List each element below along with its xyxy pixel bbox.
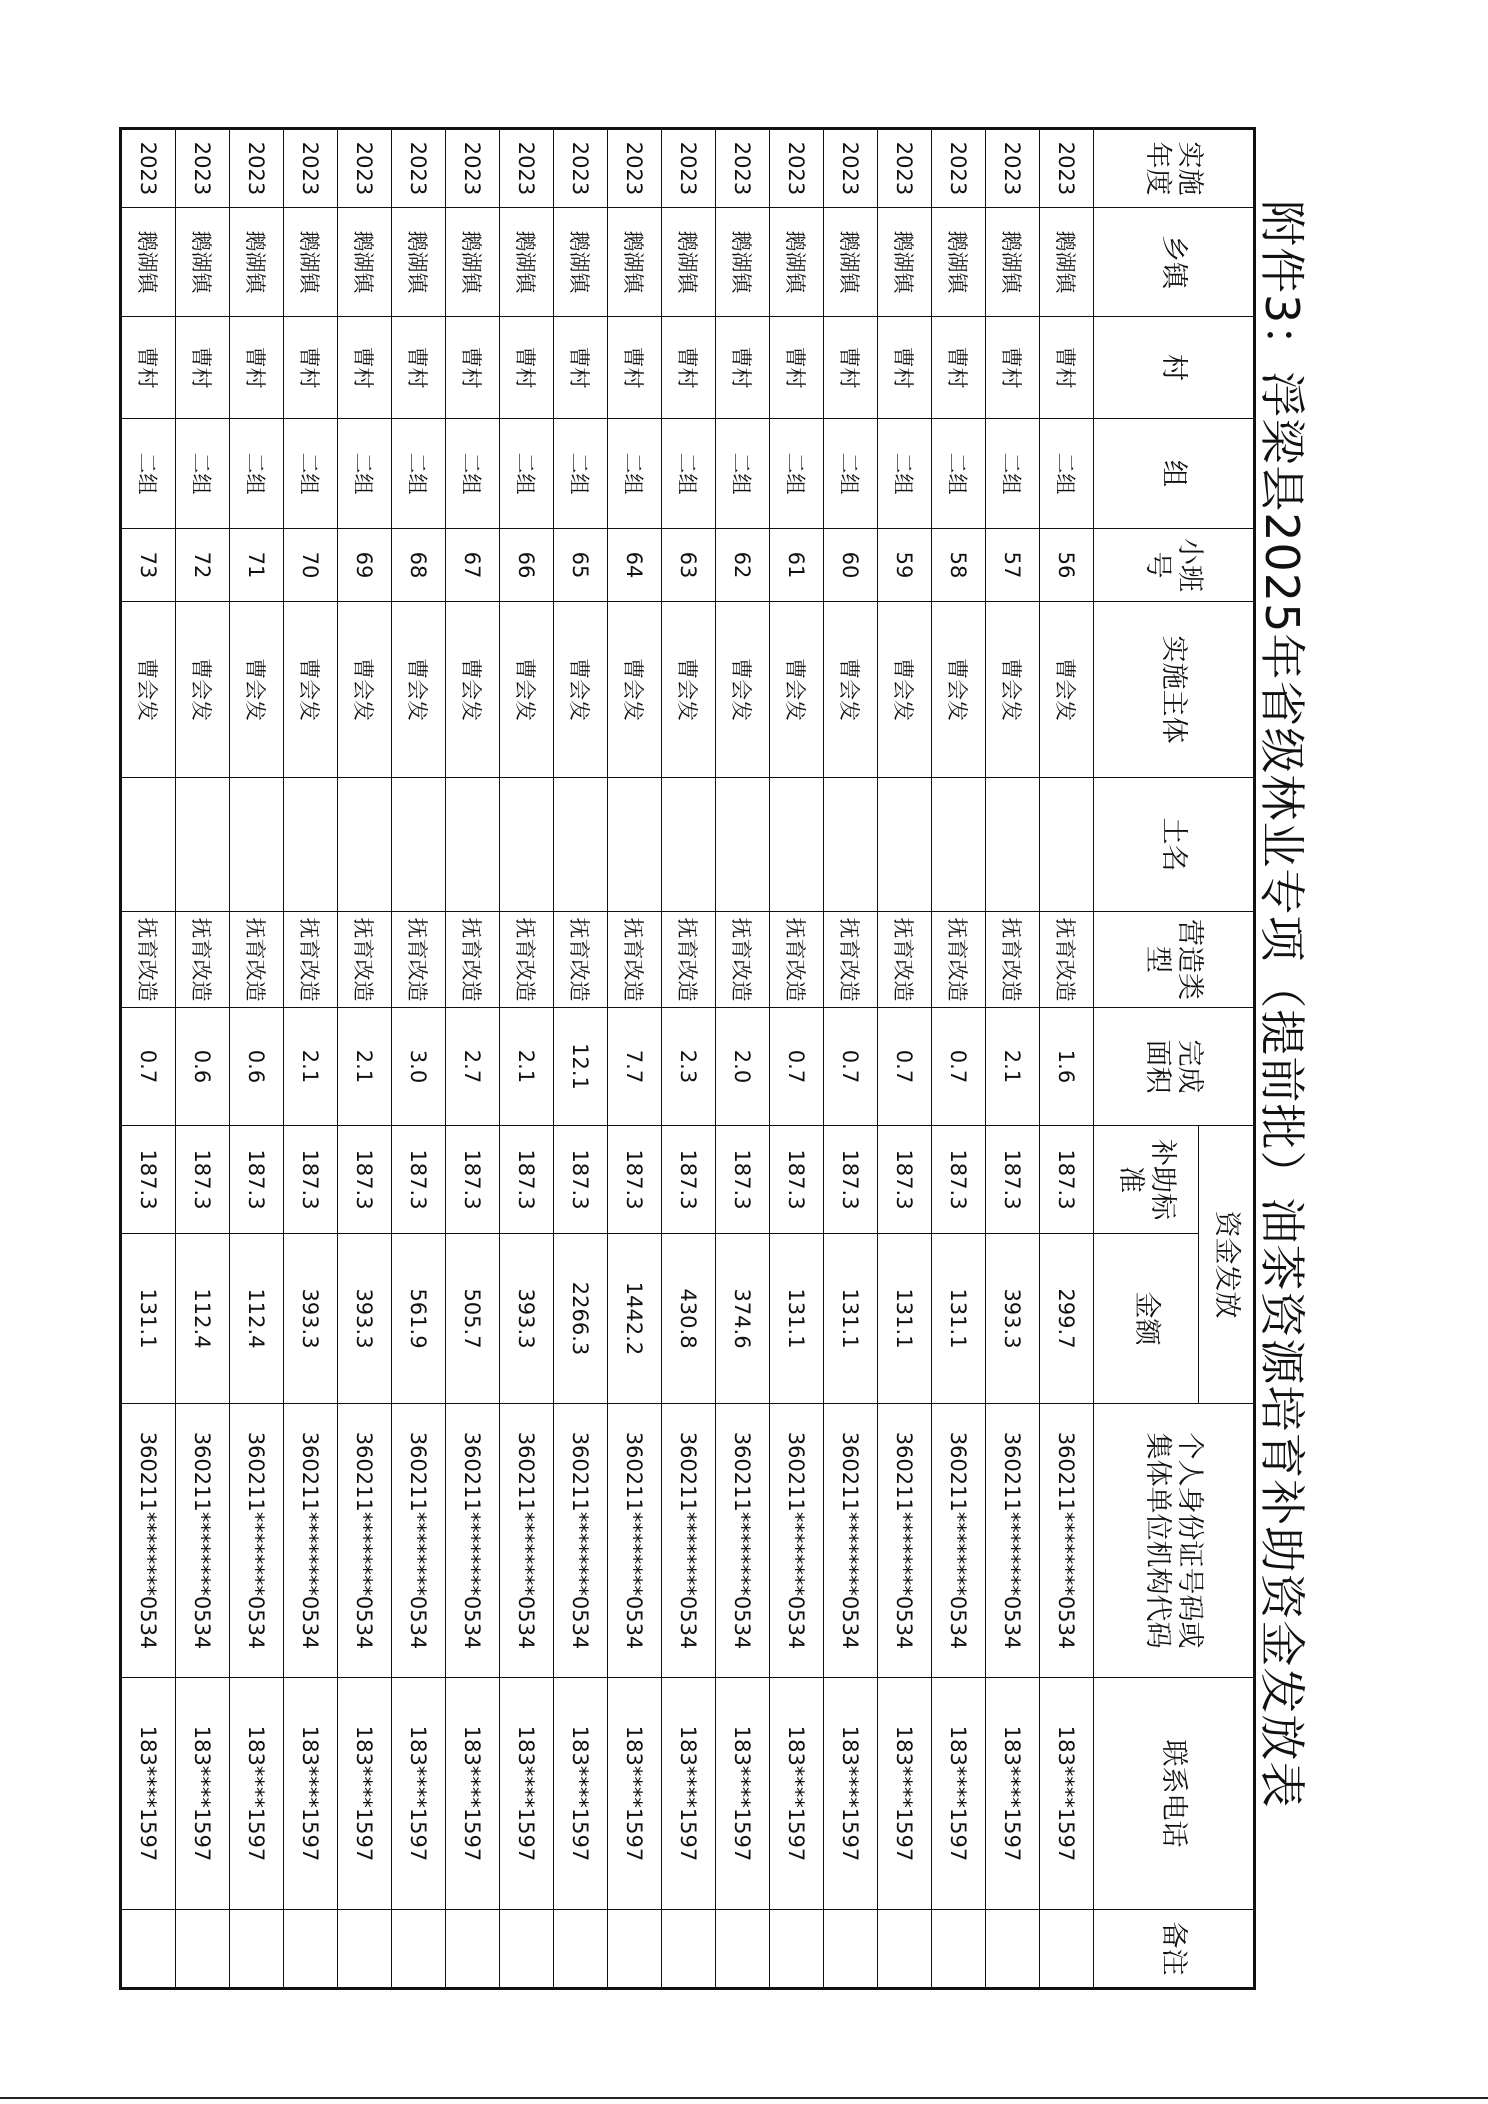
- cell-phone: 183****1597: [878, 1678, 932, 1910]
- table-body: [121, 129, 1094, 1989]
- cell-place: [986, 778, 1040, 912]
- cell-id: 360211********0534: [608, 1404, 662, 1678]
- cell-phone: 183****1597: [824, 1678, 878, 1910]
- cell-area: 0.6: [230, 1008, 284, 1126]
- header-subject: 实施主体: [1094, 602, 1255, 778]
- cell-township: 鹅湖镇: [716, 208, 770, 317]
- cell-note: [716, 1910, 770, 1989]
- cell-parcel: 69: [338, 529, 392, 602]
- cell-year: 2023: [230, 129, 284, 208]
- cell-township: 鹅湖镇: [176, 208, 230, 317]
- cell-township: 鹅湖镇: [986, 208, 1040, 317]
- cell-year: 2023: [716, 129, 770, 208]
- cell-place: [446, 778, 500, 912]
- cell-id: 360211********0534: [392, 1404, 446, 1678]
- header-standard: 补助标 准: [1094, 1126, 1199, 1234]
- cell-area: 2.3: [662, 1008, 716, 1126]
- cell-parcel: 60: [824, 529, 878, 602]
- cell-year: 2023: [284, 129, 338, 208]
- cell-village: 曹村: [1040, 317, 1094, 419]
- cell-group: 二组: [176, 419, 230, 529]
- cell-year: 2023: [1040, 129, 1094, 208]
- cell-standard: 187.3: [230, 1126, 284, 1234]
- cell-township: 鹅湖镇: [932, 208, 986, 317]
- cell-township: 鹅湖镇: [770, 208, 824, 317]
- cell-group: 二组: [662, 419, 716, 529]
- table-row: [554, 129, 608, 1989]
- cell-place: [500, 778, 554, 912]
- cell-phone: 183****1597: [770, 1678, 824, 1910]
- cell-township: 鹅湖镇: [446, 208, 500, 317]
- cell-group: 二组: [986, 419, 1040, 529]
- cell-place: [608, 778, 662, 912]
- cell-type: 抚育改造: [932, 912, 986, 1008]
- cell-amount: 374.6: [716, 1234, 770, 1404]
- cell-year: 2023: [932, 129, 986, 208]
- cell-village: 曹村: [500, 317, 554, 419]
- cell-subject: 曹会发: [716, 602, 770, 778]
- cell-note: [338, 1910, 392, 1989]
- cell-year: 2023: [392, 129, 446, 208]
- cell-township: 鹅湖镇: [230, 208, 284, 317]
- cell-standard: 187.3: [770, 1126, 824, 1234]
- cell-place: [121, 778, 176, 912]
- cell-amount: 131.1: [770, 1234, 824, 1404]
- cell-township: 鹅湖镇: [824, 208, 878, 317]
- cell-area: 0.7: [121, 1008, 176, 1126]
- cell-subject: 曹会发: [662, 602, 716, 778]
- cell-subject: 曹会发: [608, 602, 662, 778]
- cell-amount: 112.4: [176, 1234, 230, 1404]
- cell-place: [662, 778, 716, 912]
- header-phone: 联系电话: [1094, 1678, 1255, 1910]
- cell-place: [716, 778, 770, 912]
- cell-note: [608, 1910, 662, 1989]
- cell-parcel: 70: [284, 529, 338, 602]
- table-row: [121, 129, 176, 1989]
- header-year: 实施 年度: [1094, 129, 1255, 208]
- cell-year: 2023: [824, 129, 878, 208]
- cell-note: [230, 1910, 284, 1989]
- cell-place: [932, 778, 986, 912]
- cell-township: 鹅湖镇: [121, 208, 176, 317]
- cell-group: 二组: [554, 419, 608, 529]
- cell-phone: 183****1597: [230, 1678, 284, 1910]
- cell-group: 二组: [932, 419, 986, 529]
- cell-township: 鹅湖镇: [554, 208, 608, 317]
- cell-subject: 曹会发: [446, 602, 500, 778]
- cell-parcel: 62: [716, 529, 770, 602]
- cell-year: 2023: [500, 129, 554, 208]
- cell-type: 抚育改造: [392, 912, 446, 1008]
- table-row: [716, 129, 770, 1989]
- cell-parcel: 63: [662, 529, 716, 602]
- table-row: [176, 129, 230, 1989]
- cell-year: 2023: [176, 129, 230, 208]
- cell-phone: 183****1597: [392, 1678, 446, 1910]
- cell-township: 鹅湖镇: [1040, 208, 1094, 317]
- cell-village: 曹村: [878, 317, 932, 419]
- cell-township: 鹅湖镇: [338, 208, 392, 317]
- cell-subject: 曹会发: [338, 602, 392, 778]
- table-row: [770, 129, 824, 1989]
- cell-group: 二组: [878, 419, 932, 529]
- cell-parcel: 61: [770, 529, 824, 602]
- cell-amount: 131.1: [824, 1234, 878, 1404]
- cell-id: 360211********0534: [500, 1404, 554, 1678]
- cell-place: [1040, 778, 1094, 912]
- cell-id: 360211********0534: [230, 1404, 284, 1678]
- cell-amount: 131.1: [878, 1234, 932, 1404]
- table-row: [284, 129, 338, 1989]
- cell-subject: 曹会发: [554, 602, 608, 778]
- table-row: [500, 129, 554, 1989]
- cell-type: 抚育改造: [1040, 912, 1094, 1008]
- cell-type: 抚育改造: [284, 912, 338, 1008]
- cell-area: 2.7: [446, 1008, 500, 1126]
- cell-id: 360211********0534: [284, 1404, 338, 1678]
- cell-township: 鹅湖镇: [608, 208, 662, 317]
- cell-group: 二组: [716, 419, 770, 529]
- table-row: [662, 129, 716, 1989]
- table-row: [1040, 129, 1094, 1989]
- header-area: 完成 面积: [1094, 1008, 1255, 1126]
- cell-place: [230, 778, 284, 912]
- cell-place: [554, 778, 608, 912]
- cell-type: 抚育改造: [500, 912, 554, 1008]
- cell-standard: 187.3: [878, 1126, 932, 1234]
- cell-village: 曹村: [392, 317, 446, 419]
- cell-phone: 183****1597: [608, 1678, 662, 1910]
- table-row: [446, 129, 500, 1989]
- cell-place: [338, 778, 392, 912]
- cell-phone: 183****1597: [121, 1678, 176, 1910]
- cell-subject: 曹会发: [878, 602, 932, 778]
- cell-standard: 187.3: [662, 1126, 716, 1234]
- cell-id: 360211********0534: [338, 1404, 392, 1678]
- cell-note: [932, 1910, 986, 1989]
- cell-village: 曹村: [824, 317, 878, 419]
- cell-type: 抚育改造: [770, 912, 824, 1008]
- cell-subject: 曹会发: [500, 602, 554, 778]
- cell-amount: 430.8: [662, 1234, 716, 1404]
- cell-phone: 183****1597: [284, 1678, 338, 1910]
- table-row: [230, 129, 284, 1989]
- cell-parcel: 65: [554, 529, 608, 602]
- cell-note: [392, 1910, 446, 1989]
- header-township: 乡镇: [1094, 208, 1255, 317]
- cell-standard: 187.3: [176, 1126, 230, 1234]
- header-parcel: 小班 号: [1094, 529, 1255, 602]
- cell-phone: 183****1597: [932, 1678, 986, 1910]
- cell-area: 0.7: [878, 1008, 932, 1126]
- cell-parcel: 72: [176, 529, 230, 602]
- cell-parcel: 73: [121, 529, 176, 602]
- cell-standard: 187.3: [284, 1126, 338, 1234]
- cell-note: [662, 1910, 716, 1989]
- table-row: [932, 129, 986, 1989]
- cell-id: 360211********0534: [770, 1404, 824, 1678]
- cell-township: 鹅湖镇: [500, 208, 554, 317]
- cell-standard: 187.3: [716, 1126, 770, 1234]
- table-row: [878, 129, 932, 1989]
- cell-group: 二组: [500, 419, 554, 529]
- cell-place: [392, 778, 446, 912]
- cell-standard: 187.3: [986, 1126, 1040, 1234]
- cell-amount: 131.1: [932, 1234, 986, 1404]
- subsidy-table: [119, 127, 1256, 1990]
- cell-year: 2023: [446, 129, 500, 208]
- cell-type: 抚育改造: [446, 912, 500, 1008]
- cell-village: 曹村: [176, 317, 230, 419]
- header-funding: 资金发放: [1199, 1126, 1255, 1404]
- cell-place: [824, 778, 878, 912]
- cell-village: 曹村: [121, 317, 176, 419]
- cell-phone: 183****1597: [500, 1678, 554, 1910]
- cell-id: 360211********0534: [878, 1404, 932, 1678]
- header-id: 个人身份证号码或 集体单位机构代码: [1094, 1404, 1255, 1678]
- cell-note: [121, 1910, 176, 1989]
- cell-village: 曹村: [932, 317, 986, 419]
- cell-subject: 曹会发: [392, 602, 446, 778]
- cell-note: [284, 1910, 338, 1989]
- cell-group: 二组: [230, 419, 284, 529]
- cell-area: 1.6: [1040, 1008, 1094, 1126]
- cell-township: 鹅湖镇: [662, 208, 716, 317]
- cell-subject: 曹会发: [176, 602, 230, 778]
- cell-id: 360211********0534: [824, 1404, 878, 1678]
- table-row: [824, 129, 878, 1989]
- cell-parcel: 66: [500, 529, 554, 602]
- cell-id: 360211********0534: [121, 1404, 176, 1678]
- cell-year: 2023: [338, 129, 392, 208]
- cell-village: 曹村: [662, 317, 716, 419]
- cell-parcel: 68: [392, 529, 446, 602]
- cell-amount: 112.4: [230, 1234, 284, 1404]
- cell-type: 抚育改造: [716, 912, 770, 1008]
- header-type: 营造类 型: [1094, 912, 1255, 1008]
- cell-year: 2023: [662, 129, 716, 208]
- cell-township: 鹅湖镇: [392, 208, 446, 317]
- cell-village: 曹村: [554, 317, 608, 419]
- cell-standard: 187.3: [121, 1126, 176, 1234]
- cell-type: 抚育改造: [662, 912, 716, 1008]
- cell-area: 2.1: [500, 1008, 554, 1126]
- cell-subject: 曹会发: [770, 602, 824, 778]
- cell-phone: 183****1597: [1040, 1678, 1094, 1910]
- cell-amount: 505.7: [446, 1234, 500, 1404]
- cell-subject: 曹会发: [230, 602, 284, 778]
- cell-place: [176, 778, 230, 912]
- cell-id: 360211********0534: [986, 1404, 1040, 1678]
- header-village: 村: [1094, 317, 1255, 419]
- cell-area: 0.7: [824, 1008, 878, 1126]
- cell-village: 曹村: [716, 317, 770, 419]
- cell-place: [284, 778, 338, 912]
- cell-id: 360211********0534: [1040, 1404, 1094, 1678]
- cell-village: 曹村: [608, 317, 662, 419]
- table-row: [392, 129, 446, 1989]
- cell-standard: 187.3: [932, 1126, 986, 1234]
- cell-area: 2.1: [986, 1008, 1040, 1126]
- cell-amount: 1442.2: [608, 1234, 662, 1404]
- cell-year: 2023: [986, 129, 1040, 208]
- cell-standard: 187.3: [824, 1126, 878, 1234]
- cell-note: [554, 1910, 608, 1989]
- header-group: 组: [1094, 419, 1255, 529]
- cell-note: [176, 1910, 230, 1989]
- cell-note: [770, 1910, 824, 1989]
- cell-year: 2023: [121, 129, 176, 208]
- cell-group: 二组: [284, 419, 338, 529]
- cell-standard: 187.3: [446, 1126, 500, 1234]
- page-edge-rule: [0, 2097, 1488, 2099]
- header-note: 备注: [1094, 1910, 1255, 1989]
- cell-subject: 曹会发: [1040, 602, 1094, 778]
- cell-amount: 299.7: [1040, 1234, 1094, 1404]
- cell-type: 抚育改造: [121, 912, 176, 1008]
- cell-id: 360211********0534: [554, 1404, 608, 1678]
- cell-type: 抚育改造: [608, 912, 662, 1008]
- cell-parcel: 64: [608, 529, 662, 602]
- cell-note: [446, 1910, 500, 1989]
- cell-phone: 183****1597: [716, 1678, 770, 1910]
- cell-group: 二组: [1040, 419, 1094, 529]
- cell-subject: 曹会发: [932, 602, 986, 778]
- cell-township: 鹅湖镇: [284, 208, 338, 317]
- cell-area: 12.1: [554, 1008, 608, 1126]
- cell-village: 曹村: [770, 317, 824, 419]
- cell-amount: 393.3: [284, 1234, 338, 1404]
- cell-village: 曹村: [338, 317, 392, 419]
- cell-standard: 187.3: [608, 1126, 662, 1234]
- cell-amount: 131.1: [121, 1234, 176, 1404]
- cell-area: 3.0: [392, 1008, 446, 1126]
- cell-id: 360211********0534: [176, 1404, 230, 1678]
- cell-amount: 393.3: [500, 1234, 554, 1404]
- cell-place: [770, 778, 824, 912]
- cell-amount: 2266.3: [554, 1234, 608, 1404]
- table-row: [338, 129, 392, 1989]
- cell-year: 2023: [770, 129, 824, 208]
- header-place: 土名: [1094, 778, 1255, 912]
- cell-id: 360211********0534: [662, 1404, 716, 1678]
- cell-village: 曹村: [986, 317, 1040, 419]
- cell-note: [1040, 1910, 1094, 1989]
- header-amount: 金额: [1094, 1234, 1199, 1404]
- cell-year: 2023: [878, 129, 932, 208]
- cell-amount: 561.9: [392, 1234, 446, 1404]
- cell-type: 抚育改造: [230, 912, 284, 1008]
- cell-type: 抚育改造: [176, 912, 230, 1008]
- document-title: 附件3：浮梁县2025年省级林业专项（提前批）油茶资源培育补助资金发放表: [1255, 200, 1309, 1809]
- cell-note: [500, 1910, 554, 1989]
- cell-note: [878, 1910, 932, 1989]
- cell-amount: 393.3: [338, 1234, 392, 1404]
- cell-group: 二组: [392, 419, 446, 529]
- cell-phone: 183****1597: [338, 1678, 392, 1910]
- cell-year: 2023: [554, 129, 608, 208]
- cell-note: [986, 1910, 1040, 1989]
- cell-phone: 183****1597: [554, 1678, 608, 1910]
- cell-standard: 187.3: [1040, 1126, 1094, 1234]
- cell-standard: 187.3: [338, 1126, 392, 1234]
- cell-parcel: 67: [446, 529, 500, 602]
- cell-parcel: 58: [932, 529, 986, 602]
- cell-area: 2.0: [716, 1008, 770, 1126]
- cell-area: 7.7: [608, 1008, 662, 1126]
- cell-parcel: 56: [1040, 529, 1094, 602]
- cell-type: 抚育改造: [986, 912, 1040, 1008]
- cell-id: 360211********0534: [932, 1404, 986, 1678]
- cell-id: 360211********0534: [716, 1404, 770, 1678]
- cell-standard: 187.3: [554, 1126, 608, 1234]
- cell-standard: 187.3: [500, 1126, 554, 1234]
- cell-phone: 183****1597: [176, 1678, 230, 1910]
- cell-subject: 曹会发: [824, 602, 878, 778]
- cell-type: 抚育改造: [554, 912, 608, 1008]
- cell-group: 二组: [608, 419, 662, 529]
- cell-parcel: 59: [878, 529, 932, 602]
- cell-parcel: 57: [986, 529, 1040, 602]
- cell-phone: 183****1597: [986, 1678, 1040, 1910]
- cell-village: 曹村: [446, 317, 500, 419]
- cell-type: 抚育改造: [824, 912, 878, 1008]
- cell-type: 抚育改造: [878, 912, 932, 1008]
- cell-area: 0.7: [932, 1008, 986, 1126]
- cell-area: 0.7: [770, 1008, 824, 1126]
- cell-subject: 曹会发: [121, 602, 176, 778]
- table-row: [986, 129, 1040, 1989]
- cell-parcel: 71: [230, 529, 284, 602]
- cell-village: 曹村: [230, 317, 284, 419]
- cell-group: 二组: [824, 419, 878, 529]
- cell-phone: 183****1597: [446, 1678, 500, 1910]
- cell-group: 二组: [770, 419, 824, 529]
- cell-subject: 曹会发: [986, 602, 1040, 778]
- cell-area: 2.1: [338, 1008, 392, 1126]
- cell-subject: 曹会发: [284, 602, 338, 778]
- cell-group: 二组: [121, 419, 176, 529]
- cell-phone: 183****1597: [662, 1678, 716, 1910]
- cell-place: [878, 778, 932, 912]
- cell-year: 2023: [608, 129, 662, 208]
- cell-township: 鹅湖镇: [878, 208, 932, 317]
- cell-id: 360211********0534: [446, 1404, 500, 1678]
- cell-village: 曹村: [284, 317, 338, 419]
- table-row: [608, 129, 662, 1989]
- cell-type: 抚育改造: [338, 912, 392, 1008]
- cell-note: [824, 1910, 878, 1989]
- cell-standard: 187.3: [392, 1126, 446, 1234]
- cell-area: 0.6: [176, 1008, 230, 1126]
- cell-amount: 393.3: [986, 1234, 1040, 1404]
- cell-group: 二组: [338, 419, 392, 529]
- cell-area: 2.1: [284, 1008, 338, 1126]
- cell-group: 二组: [446, 419, 500, 529]
